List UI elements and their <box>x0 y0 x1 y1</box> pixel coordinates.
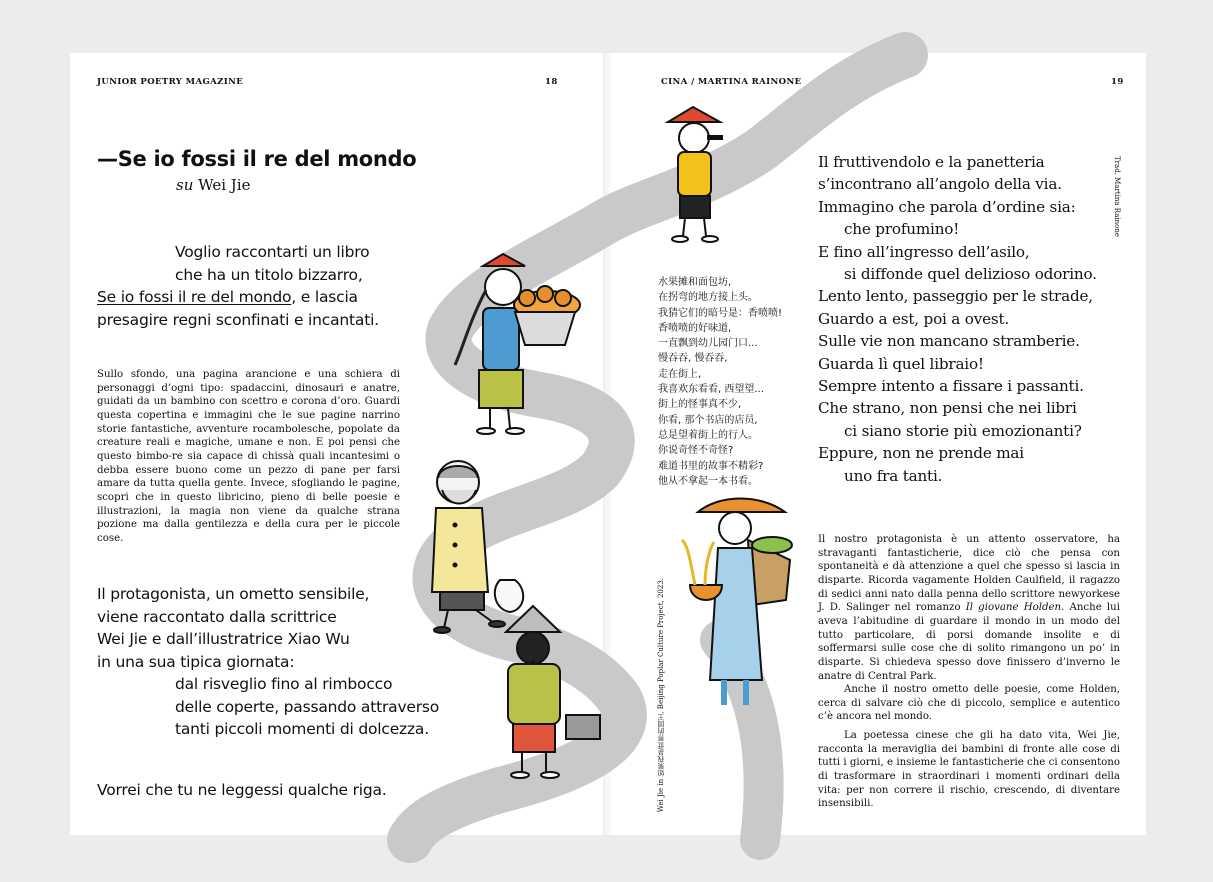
cn-line: 他从不拿起一本书看。 <box>658 475 758 487</box>
essay-paragraph-3: La poetessa cinese che gli ha dato vita, Wei Jie, racconta la meraviglia dei bambini di fronte alle cose di tutti i giorni, e insieme le fantasticherie che ci consentono di trasformare in straordinari i momenti ordinari della vita: per non correre il rischio, crescendo, di diventare insensibili. <box>818 730 1120 810</box>
cn-line: 街上的怪事真不少, <box>658 399 742 411</box>
it-line: Sulle vie non mancano stramberie. <box>818 332 1080 351</box>
poem-line: presagire regni sconfinati e incantati. <box>97 310 379 329</box>
poem-line: , e lascia <box>291 288 358 306</box>
cn-line: 一直飘到幼儿园门口... <box>658 338 758 350</box>
italian-poem <box>818 151 1097 487</box>
book-title-link[interactable]: Se io fossi il re del mondo <box>97 288 292 306</box>
it-line: s’incontrano all’angolo della via. <box>818 175 1062 194</box>
poem-line: dal risveglio fino al rimbocco <box>175 675 393 693</box>
essay-paragraph-2: Anche il nostro ometto delle poesie, come Holden, cerca di salvare ciò che di piccolo, semplice e autentico c’è ancora nel mondo. <box>818 684 1120 723</box>
poem-line: tanti piccoli momenti di dolcezza. <box>175 720 429 738</box>
it-line: Che strano, non pensi che nei libri <box>818 399 1077 418</box>
cn-line: 总是望着街上的行人。 <box>658 429 758 441</box>
poem-line: Il protagonista, un ometto sensibile, <box>97 585 370 603</box>
page-number-right: 19 <box>1111 77 1124 87</box>
left-page <box>70 53 607 835</box>
it-line: Eppure, non ne prende mai <box>818 444 1024 463</box>
cn-line: 我猜它们的暗号是：香喷喷! <box>658 307 783 319</box>
paragraph-text: . Anche lui aveva l’abitudine di guardare il mondo in un modo del tutto particolare, di porsi domande insolite e di soffermarsi sulle cose che di solito rimangono un po’ in disparte. Si chiedeva spesso dove finissero d’inverno le anatre di Central Park. <box>818 602 1120 682</box>
poem-line: Wei Jie e dall’illustratrice Xiao Wu <box>97 630 350 648</box>
it-line: E fino all’ingresso dell’asilo, <box>818 242 1030 261</box>
page-number-left: 18 <box>545 77 558 87</box>
protagonist-poem <box>97 583 439 741</box>
cn-line: 我喜欢东看看, 西望望... <box>658 384 764 396</box>
it-line: Immagino che parola d’ordine sia: <box>818 197 1076 216</box>
chinese-poem <box>658 275 782 489</box>
cn-line: 慢吞吞, 慢吞吞, <box>658 353 728 365</box>
it-line: si diffonde quel delizioso odorino. <box>844 265 1097 284</box>
it-line: uno fra tanti. <box>844 466 943 485</box>
essay-paragraph-1 <box>818 533 1120 683</box>
intro-poem-tail <box>97 286 379 331</box>
it-line: Il fruttivendolo e la panetteria <box>818 153 1045 171</box>
poem-line: Voglio raccontarti un libro <box>175 243 370 261</box>
it-line: Sempre intento a fissare i passanti. <box>818 377 1084 396</box>
it-line: Lento lento, passeggio per le strade, <box>818 287 1093 306</box>
cn-line: 你说奇怪不奇怪? <box>658 445 734 457</box>
cn-line: 香喷喷的好味道, <box>658 322 732 334</box>
subtitle-author: Wei Jie <box>198 176 251 194</box>
it-line: Guarda lì quel libraio! <box>818 354 984 373</box>
cn-line: 你看, 那个书店的店员, <box>658 414 758 426</box>
cn-line: 难道书里的故事不精彩? <box>658 460 764 472</box>
cn-line: 走在街上, <box>658 368 702 380</box>
page-spine <box>603 53 613 835</box>
it-line: che profumino! <box>844 220 960 239</box>
section-header: CINA / MARTINA RAINONE <box>661 77 802 87</box>
it-line: Guardo a est, poi a ovest. <box>818 309 1010 328</box>
closing-line: Vorrei che tu ne leggessi qualche riga. <box>97 781 387 799</box>
intro-poem <box>175 241 369 286</box>
image-credit: Wei Jie in 如果我是世界的国王, Beijing Poplar Culture Project, 2023. <box>657 578 665 813</box>
poem-line: che ha un titolo bizzarro, <box>175 265 363 284</box>
magazine-header: JUNIOR POETRY MAGAZINE <box>97 77 244 87</box>
paragraph-text: Il nostro protagonista è un attento osservatore, ha stravaganti fantasticherie, dice ciò che pensa con spontaneità e dà attenzione a quel che spesso si lascia in disparte. Ricorda vagamente Holden Caulfield, il ragazzo di sedici anni nato dalla penna dello scrittore newyorkese J. D. Salinger nel romanzo <box>818 534 1120 614</box>
translator-note: Trad. Martina Rainone <box>1113 156 1121 237</box>
novel-title: Il giovane Holden <box>965 602 1062 614</box>
cn-line: 水果摊和面包坊, <box>658 277 732 288</box>
intro-paragraph: Sullo sfondo, una pagina arancione e una schiera di personaggi d’ogni tipo: spadaccini, dinosauri e anatre, guidati da un bambino con scettro e corona d’oro. Guardi questa copertina e immagini che le sue pagine narrino storie fantastiche, avventure rocambolesche, popolate da creature reali e magiche, umane e non. E poi pensi che questo bimbo-re sia capace di chissà quali incantesimi o debba essere buono come un pezzo di pane per farsi amare da tutta quella gente. Invece, sfogliando le pagine, scopri che in questo libricino, pieno di belle poesie e illustrazioni, la magia non viene da qualche strana pozione ma dalla gentilezza e della cura per le piccole cose. <box>97 369 400 544</box>
cn-line: 在拐弯的地方接上头。 <box>658 292 758 304</box>
subtitle-prefix: su <box>176 176 194 194</box>
article-subtitle <box>176 176 250 194</box>
poem-line: viene raccontato dalla scrittrice <box>97 607 337 626</box>
poem-line: delle coperte, passando attraverso <box>175 697 440 716</box>
it-line: ci siano storie più emozionanti? <box>844 421 1082 440</box>
poem-line: in una sua tipica giornata: <box>97 652 295 671</box>
article-title: —Se io fossi il re del mondo <box>97 147 417 171</box>
